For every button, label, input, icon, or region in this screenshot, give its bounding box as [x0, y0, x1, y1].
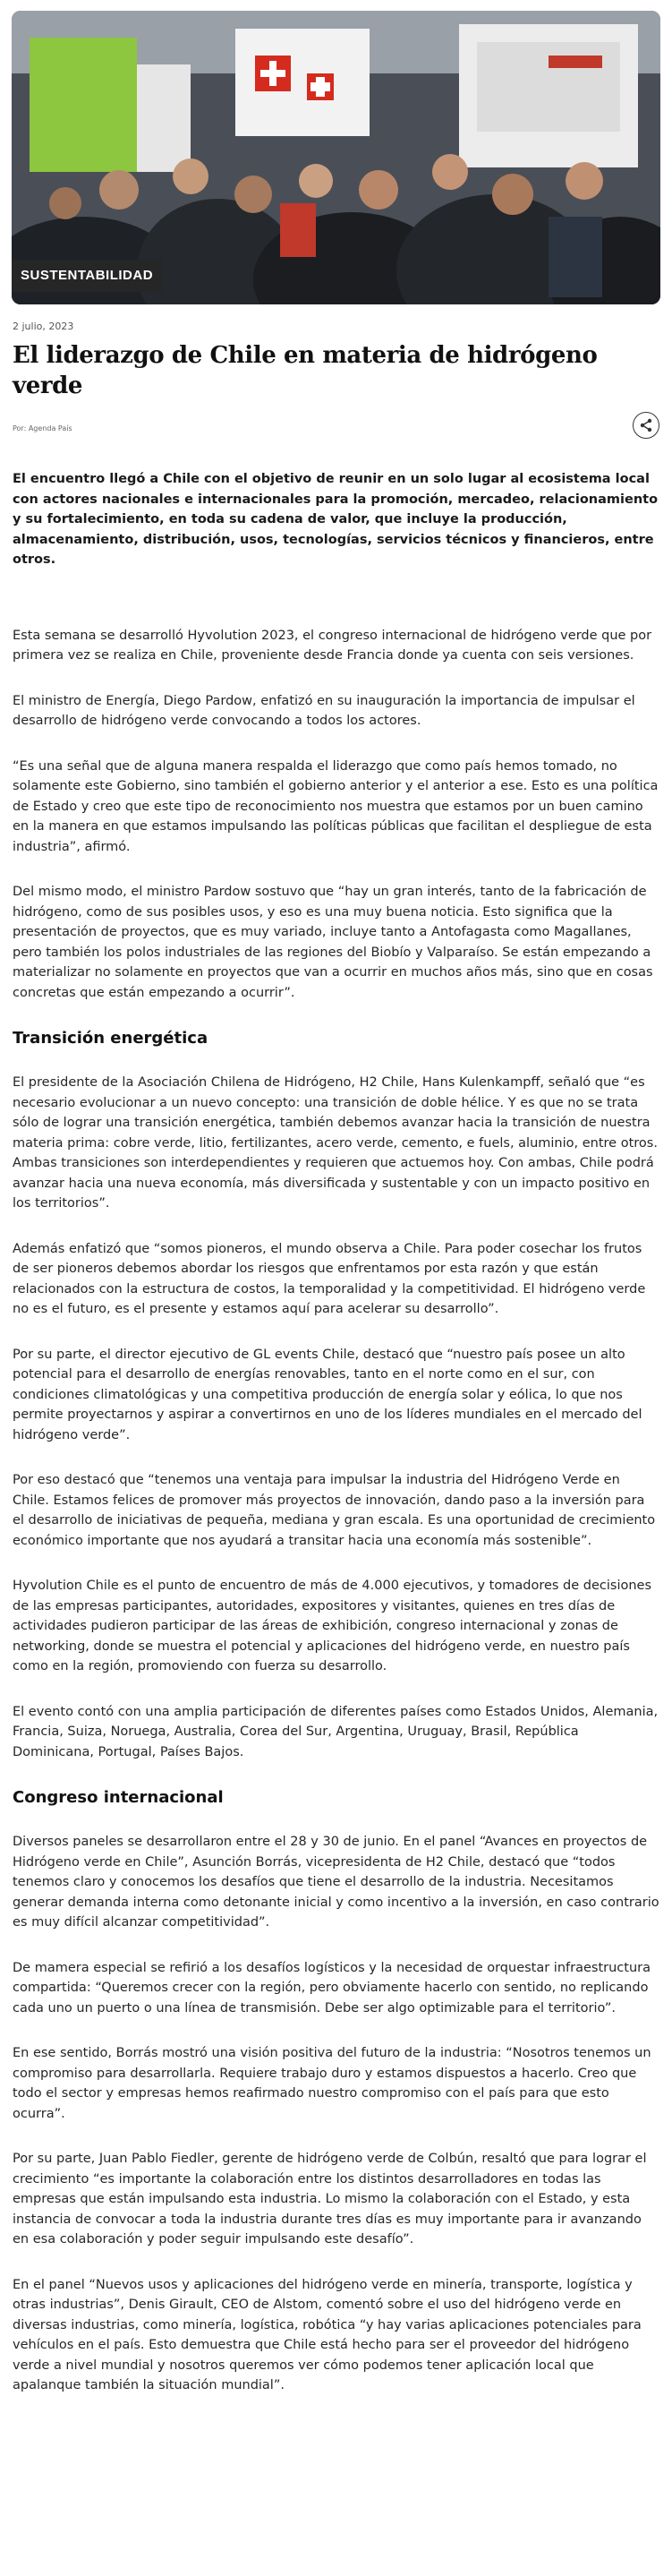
body-paragraph: El ministro de Energía, Diego Pardow, enfatizó en su inauguración la importancia de impulsar el desarrollo de hidrógeno verde convocando a todos los actores.: [13, 693, 635, 728]
byline-row: [13, 412, 659, 442]
body-paragraph: Esta semana se desarrolló Hyvolution 2023, el congreso internacional de hidrógeno verde que por primera vez se realiza en Chile, proveniente desde Francia donde ya cuenta con seis versiones.: [13, 628, 652, 663]
body-paragraph: En el panel “Nuevos usos y aplicaciones del hidrógeno verde en minería, transporte, logística y otras industrias”, Denis Girault, CEO de Alstom, comentó sobre el uso del hidrógeno verde en diversas industrias, como minería, logística, robótica “y hay varias aplicaciones potenciales para vehículos en el país. Esto demuestra que Chile está hecho para ser el proveedor del hidrógeno verde a nivel mundial y nosotros queremos ver cómo podemos tener aplicación local que apalanque también la situación mundial”.: [13, 2277, 642, 2392]
publish-date: 2 julio, 2023: [13, 321, 74, 332]
body-paragraph: De mamera especial se refirió a los desafíos logísticos y la necesidad de orquestar infraestructura compartida: “Queremos crecer con la región, pero obviamente hacerlo con sentido, no replicando cada uno un puerto o una línea de transmisión. Debe ser algo optimizable para el territorio”.: [13, 1960, 651, 2015]
body-paragraph: El presidente de la Asociación Chilena de Hidrógeno, H2 Chile, Hans Kulenkampff, señaló que “es necesario evolucionar a un nuevo concepto: una transición de doble hélice. Y es que no se trata sólo de lograr una transición energética, también debemos avanzar hacia la transición de nuestra materia prima: cobre verde, litio, fertilizantes, acero verde, cemento, e fuels, aluminio, entre otros. Ambas transiciones son interdependientes y requieren que actuemos hoy. Con ambas, Chile podrá avanzar hacia una nueva economía, más diversificada y sustentable y con un impacto positivo en los territorios”.: [13, 1075, 658, 1211]
body-paragraph: Hyvolution Chile es el punto de encuentro de más de 4.000 ejecutivos, y tomadores de decisiones de las empresas participantes, autoridades, expositores y visitantes, quienes en tres días de actividades pudieron participar de las áreas de exhibición, congreso internacional y zonas de networking, donde se muestra el potencial y aplicaciones del hidrógeno verde, en nuestro país como en la región, promoviendo con fuerza su desarrollo.: [13, 1579, 652, 1673]
body-paragraph: Del mismo modo, el ministro Pardow sostuvo que “hay un gran interés, tanto de la fabricación de hidrógeno, como de sus posibles usos, y eso es una muy buena noticia. Esto significa que la presentación de proyectos, que es muy variado, incluye tanto a Antofagasta como Magallanes, pero también los polos industriales de las regiones del Biobío y Valparaíso. Se están empezando a materializar no solamente en proyectos que van a ocurrir en muchos años más, sino que en cosas concretas que están empezando a ocurrir”.: [13, 885, 653, 1000]
body-paragraph: En ese sentido, Borrás mostró una visión positiva del futuro de la industria: “Nosotros tenemos un compromiso para desarrollarla. Requiere trabajo duro y estamos dispuestos a hacerlo. Creo que todo el sector y empresas hemos reafirmado nuestro compromiso con el país para que esto ocurra”.: [13, 2046, 651, 2121]
body-paragraph: Por su parte, el director ejecutivo de GL events Chile, destacó que “nuestro país posee un alto potencial para el desarrollo de energías renovables, tanto en el norte como en el sur, con condiciones climatológicas y una competitiva producción de energía solar y eólica, lo que nos permite proyectarnos y aspirar a convertirnos en uno de los líderes mundiales en el mercado del hidrógeno verde”.: [13, 1347, 642, 1442]
section-heading: Congreso internacional: [13, 1788, 224, 1807]
article-lead: El encuentro llegó a Chile con el objetivo de reunir en un solo lugar al ecosistema local con actores nacionales e internacionales para la promoción, mercadeo, relacionamiento y su fortalecimiento, en toda su cadena de valor, que incluye la producción, almacenamiento, distribución, usos, tecnologías, servicios técnicos y financieros, entre otros.: [13, 472, 659, 567]
body-paragraph: Por eso destacó que “tenemos una ventaja para impulsar la industria del Hidrógeno Verde en Chile. Estamos felices de promover más proyectos de innovación, dando paso a la inversión para el desarrollo de iniciativas de pequeña, mediana y gran escala. Es una oportunidad de crecimiento económico importante que nos ayudará a transitar hacia una economía más sostenible”.: [13, 1473, 656, 1548]
article-page: [0, 11, 672, 2396]
body-paragraph: Diversos paneles se desarrollaron entre el 28 y 30 de junio. En el panel “Avances en proyectos de Hidrógeno verde en Chile”, Asunción Borrás, vicepresidenta de H2 Chile, destacó que “todos tenemos claro y conocemos los desafíos que tiene el desarrollo de la industria. Necesitamos generar demanda interna como detonante inicial y como incentivo a la inversión, en caso contrario es muy difícil alcanzar competitividad”.: [13, 1835, 659, 1930]
article-title: El liderazgo de Chile en materia de hidrógeno verde: [13, 342, 598, 399]
hero-image: [12, 11, 660, 304]
body-paragraph: “Es una señal que de alguna manera respalda el liderazgo que como país hemos tomado, no solamente este Gobierno, sino también el gobierno anterior y el anterior a ese. Esto es una política de Estado y creo que este tipo de reconocimiento nos muestra que estamos por un buen camino en la manera en que estamos impulsando las políticas públicas que facilitan el despliegue de esta industria”, afirmó.: [13, 758, 659, 854]
body-paragraph: El evento contó con una amplia participación de diferentes países como Estados Unidos, Alemania, Francia, Suiza, Noruega, Australia, Corea del Sur, Argentina, Uruguay, Brasil, República Dominicana, Portugal, Países Bajos.: [13, 1704, 659, 1759]
share-button[interactable]: [633, 412, 659, 439]
author-byline: Por: Agenda País: [13, 424, 72, 432]
category-tag[interactable]: SUSTENTABILIDAD: [12, 260, 162, 292]
body-paragraph: Además enfatizó que “somos pioneros, el mundo observa a Chile. Para poder cosechar los frutos de ser pioneros debemos abordar los riesgos que enfrentamos por esta razón y que están relacionados con la estructura de costos, la temporalidad y la competitividad. El hidrógeno verde no es el futuro, es el presente y estamos aquí para acelerar su desarrollo”.: [13, 1241, 646, 1316]
share-icon: [639, 418, 653, 432]
article-body: [13, 626, 659, 2396]
body-paragraph: Por su parte, Juan Pablo Fiedler, gerente de hidrógeno verde de Colbún, resaltó que para lograr el crecimiento “es importante la colaboración entre los distintos desarrolladores en todas las empresas que están impulsando esta industria. Lo mismo la colaboración con el Estado, y esta instancia de convocar a toda la industria durante tres días es muy importante para ir avanzando en esa colaboración y poder seguir impulsando este desafío”.: [13, 2152, 647, 2247]
section-heading: Transición energética: [13, 1029, 208, 1048]
